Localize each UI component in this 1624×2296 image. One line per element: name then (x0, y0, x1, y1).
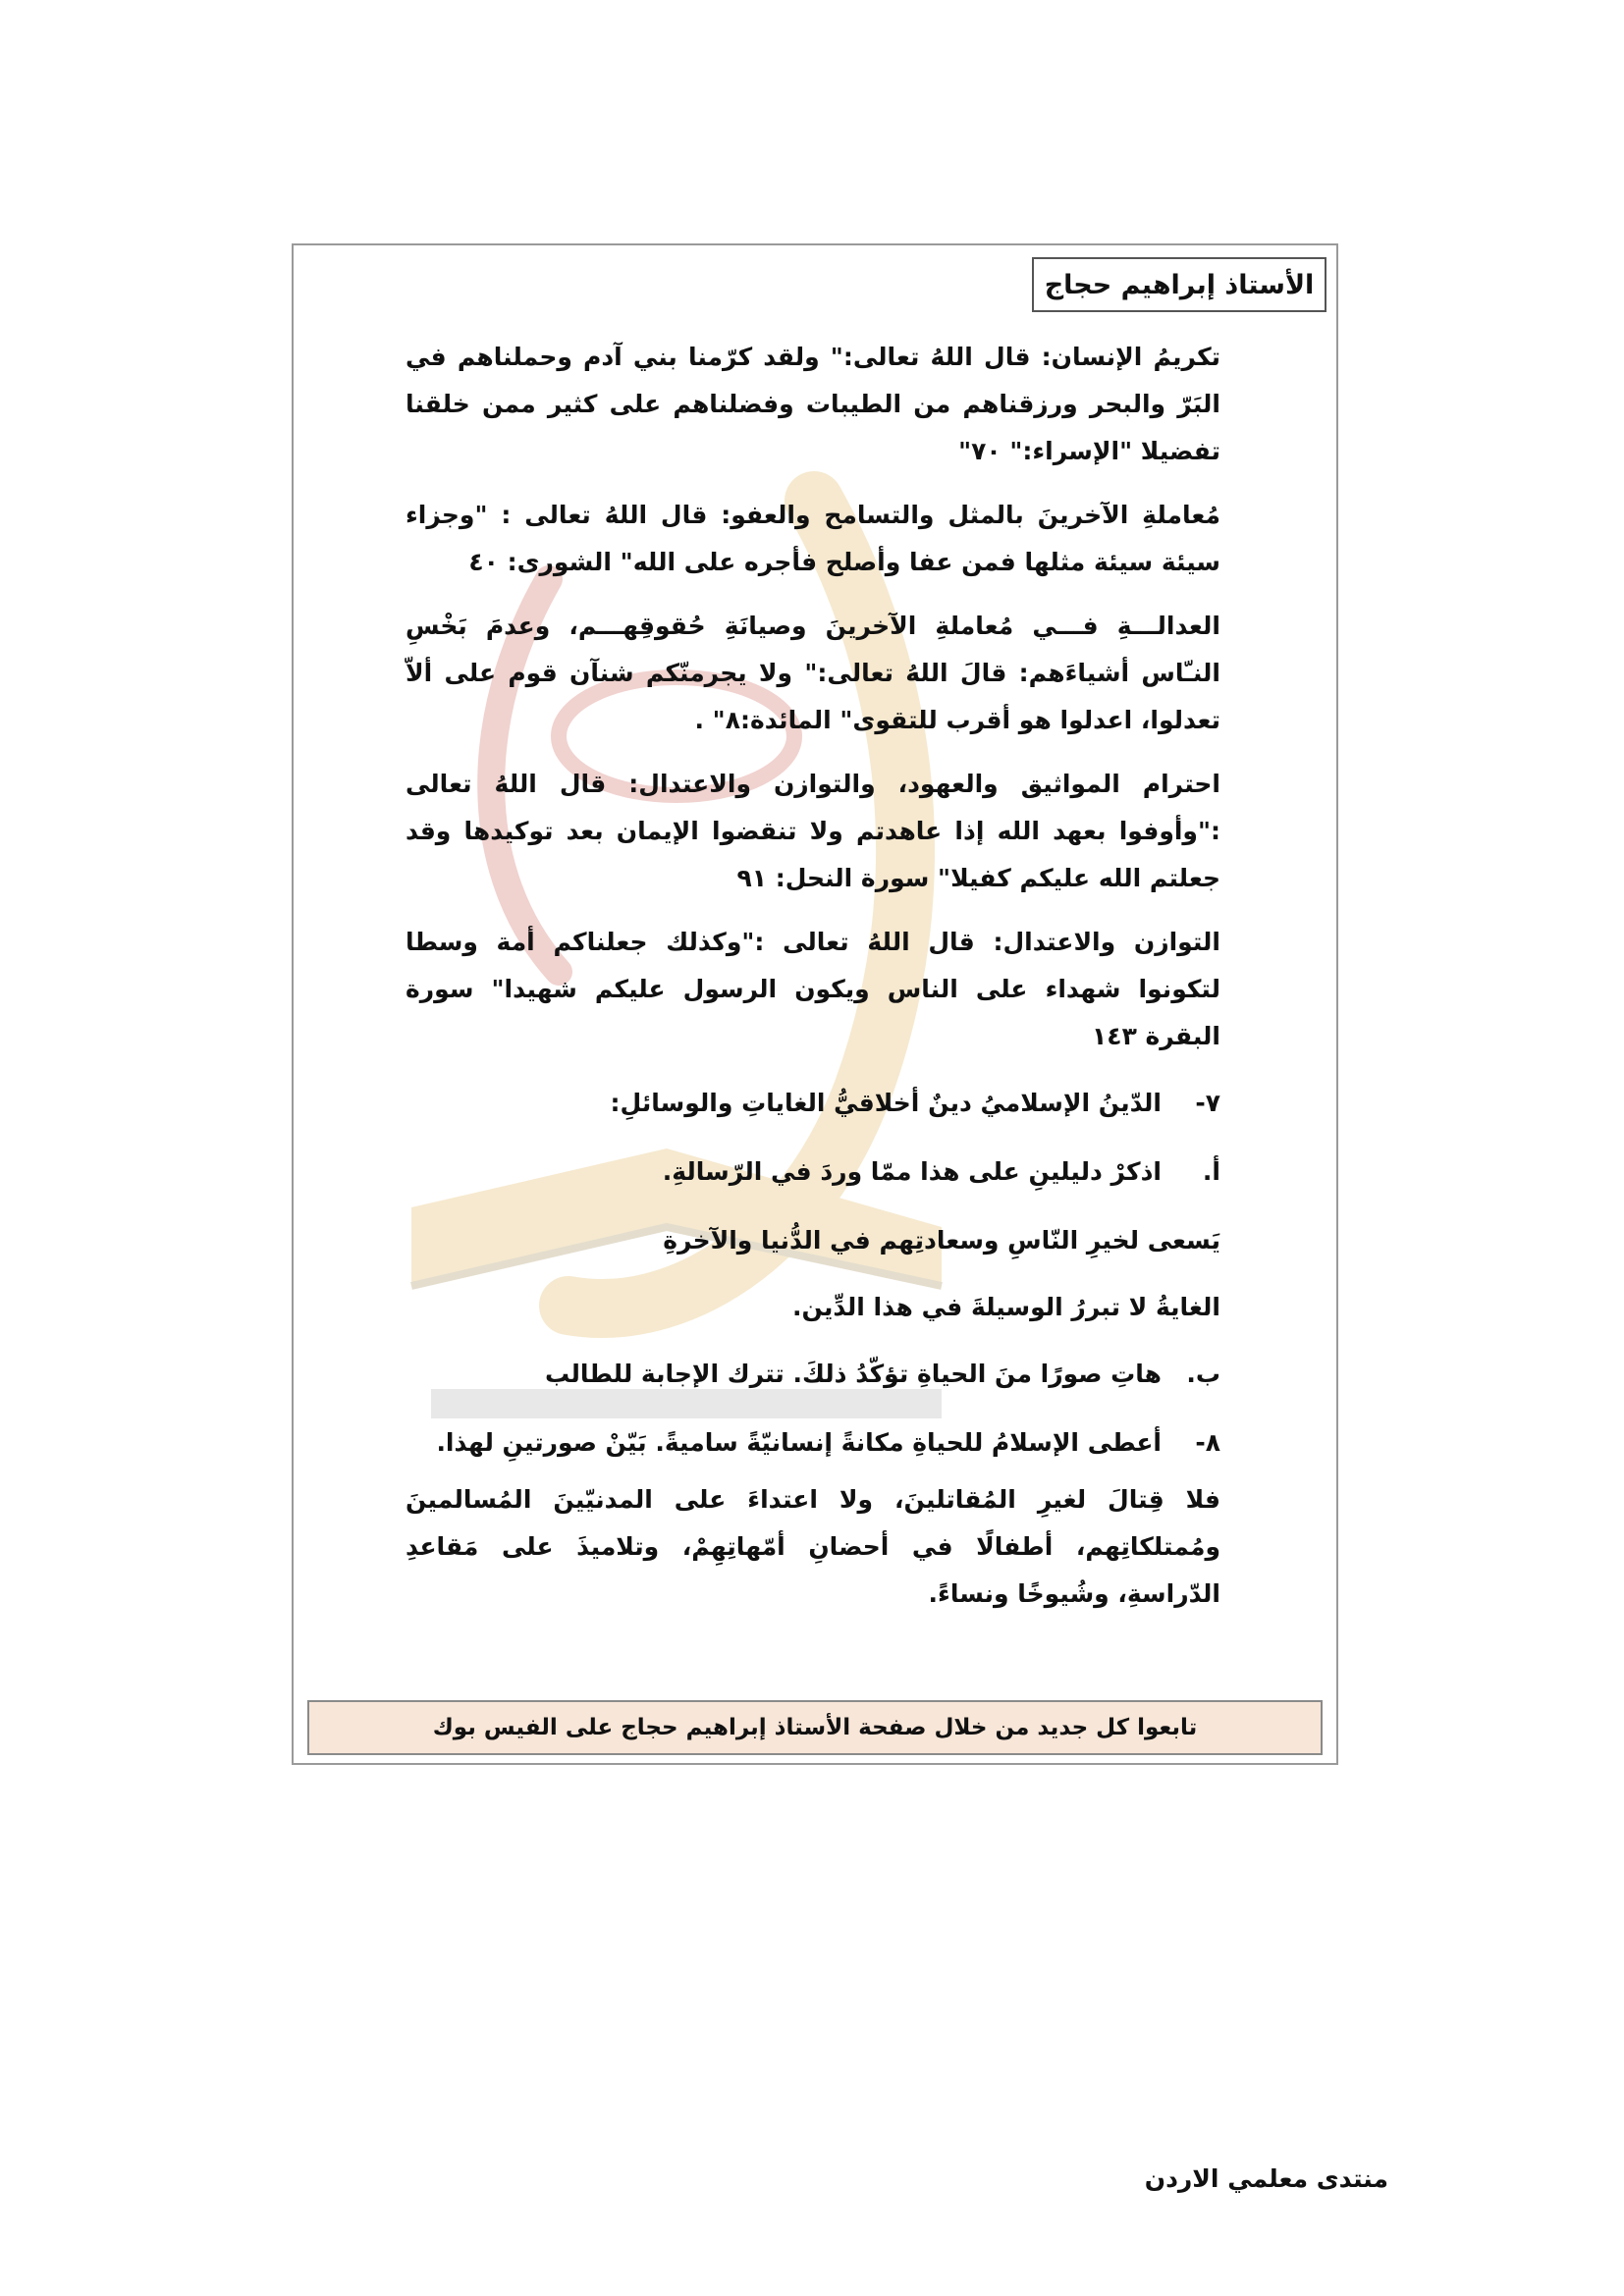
facebook-follow-text: تابعوا كل جديد من خلال صفحة الأستاذ إبراهيم حجاج على الفيس بوك (432, 1715, 1198, 1740)
question-7-number: ٧- (1195, 1089, 1220, 1117)
question-7b (406, 1351, 1220, 1398)
answer-8: فلا قِتالَ لغيرِ المُقاتلينَ، ولا اعتداءَ على المدنيّينَ المُسالمينَ ومُمتلكاتِهم، أطفالًا في أحضانِ أمّهاتِهِمْ، وتلاميذَ على مَقاعدِ الدّراسةِ، وشُيوخًا ونساءً. (406, 1485, 1220, 1608)
question-7 (406, 1080, 1220, 1127)
question-7-text: الدّينُ الإسلاميُ دينٌ أخلاقيُّ الغاياتِ والوسائلِ: (610, 1089, 1162, 1117)
question-7b-number: ب. (1186, 1360, 1220, 1388)
question-8-text: أعطى الإسلامُ للحياةِ مكانةً إنسانيّةً ساميةً. بَيّنْ صورتينِ لهذا. (436, 1428, 1162, 1457)
author-name-box (1032, 257, 1326, 312)
document-frame (292, 243, 1338, 1765)
paragraph-balance: التوازن والاعتدال: قال اللهُ تعالى :"وكذلك جعلناكم أمة وسطا لتكونوا شهداء على الناس ويكون الرسول عليكم شهيدا" سورة البقرة ١٤٣ (406, 928, 1220, 1050)
paragraph-reciprocity-forgiveness: مُعاملةِ الآخرينَ بالمثل والتسامح والعفو: قال اللهُ تعالى : "وجزاء سيئة سيئة مثلها فمن عفا وأصلح فأجره على الله" الشورى: ٤٠ (406, 501, 1220, 576)
question-8-number: ٨- (1195, 1428, 1220, 1457)
paragraph-justice: العدالـــةِ فـــي مُعاملةِ الآخرينَ وصيانَةِ حُقوقِهـــم، وعدمَ بَخْسِ النـّاس أشياءَهم: قالَ اللهُ تعالى:" ولا يجرمنّكم شنآن قوم على ألاّ تعدلوا، اعدلوا هو أقرب للتقوى" المائدة:٨" . (406, 612, 1220, 734)
paragraph-covenants: احترام المواثيق والعهود، والتوازن والاعتدال: قال اللهُ تعالى :"وأوفوا بعهد الله إذا عاهدتم ولا تنقضوا الإيمان بعد توكيدها وقد جعلتم الله عليكم كفيلا" سورة النحل: ٩١ (406, 770, 1220, 892)
answer-7a-line-2: الغايةُ لا تبررُ الوسيلةَ في هذا الدِّين. (792, 1293, 1220, 1321)
forum-name: منتدى معلمي الاردن (1144, 2164, 1388, 2193)
facebook-follow-banner (307, 1700, 1323, 1755)
question-7a (406, 1148, 1220, 1196)
author-name: الأستاذ إبراهيم حجاج (1044, 269, 1315, 300)
question-8 (406, 1419, 1220, 1467)
answer-7a-line-1: يَسعى لخيرِ النّاسِ وسعادتِهم في الدُّنيا والآخرةِ (663, 1226, 1220, 1255)
question-7b-text: هاتِ صورًا منَ الحياةِ تؤكّدُ ذلكَ. تترك الإجابة للطالب (545, 1360, 1162, 1388)
paragraph-human-dignity: تكريمُ الإنسان: قال اللهُ تعالى:" ولقد كرّمنا بني آدم وحملناهم في البَرّ والبحر ورزقناهم من الطيبات وفضلناهم على كثير ممن خلقنا تفضيلا "الإسراء:" ٧٠" (406, 343, 1220, 465)
question-7a-number: أ. (1202, 1157, 1220, 1186)
lesson-content (406, 334, 1220, 1634)
question-7a-text: اذكرْ دليلينِ على هذا ممّا وردَ في الرّسالةِ. (662, 1157, 1162, 1186)
